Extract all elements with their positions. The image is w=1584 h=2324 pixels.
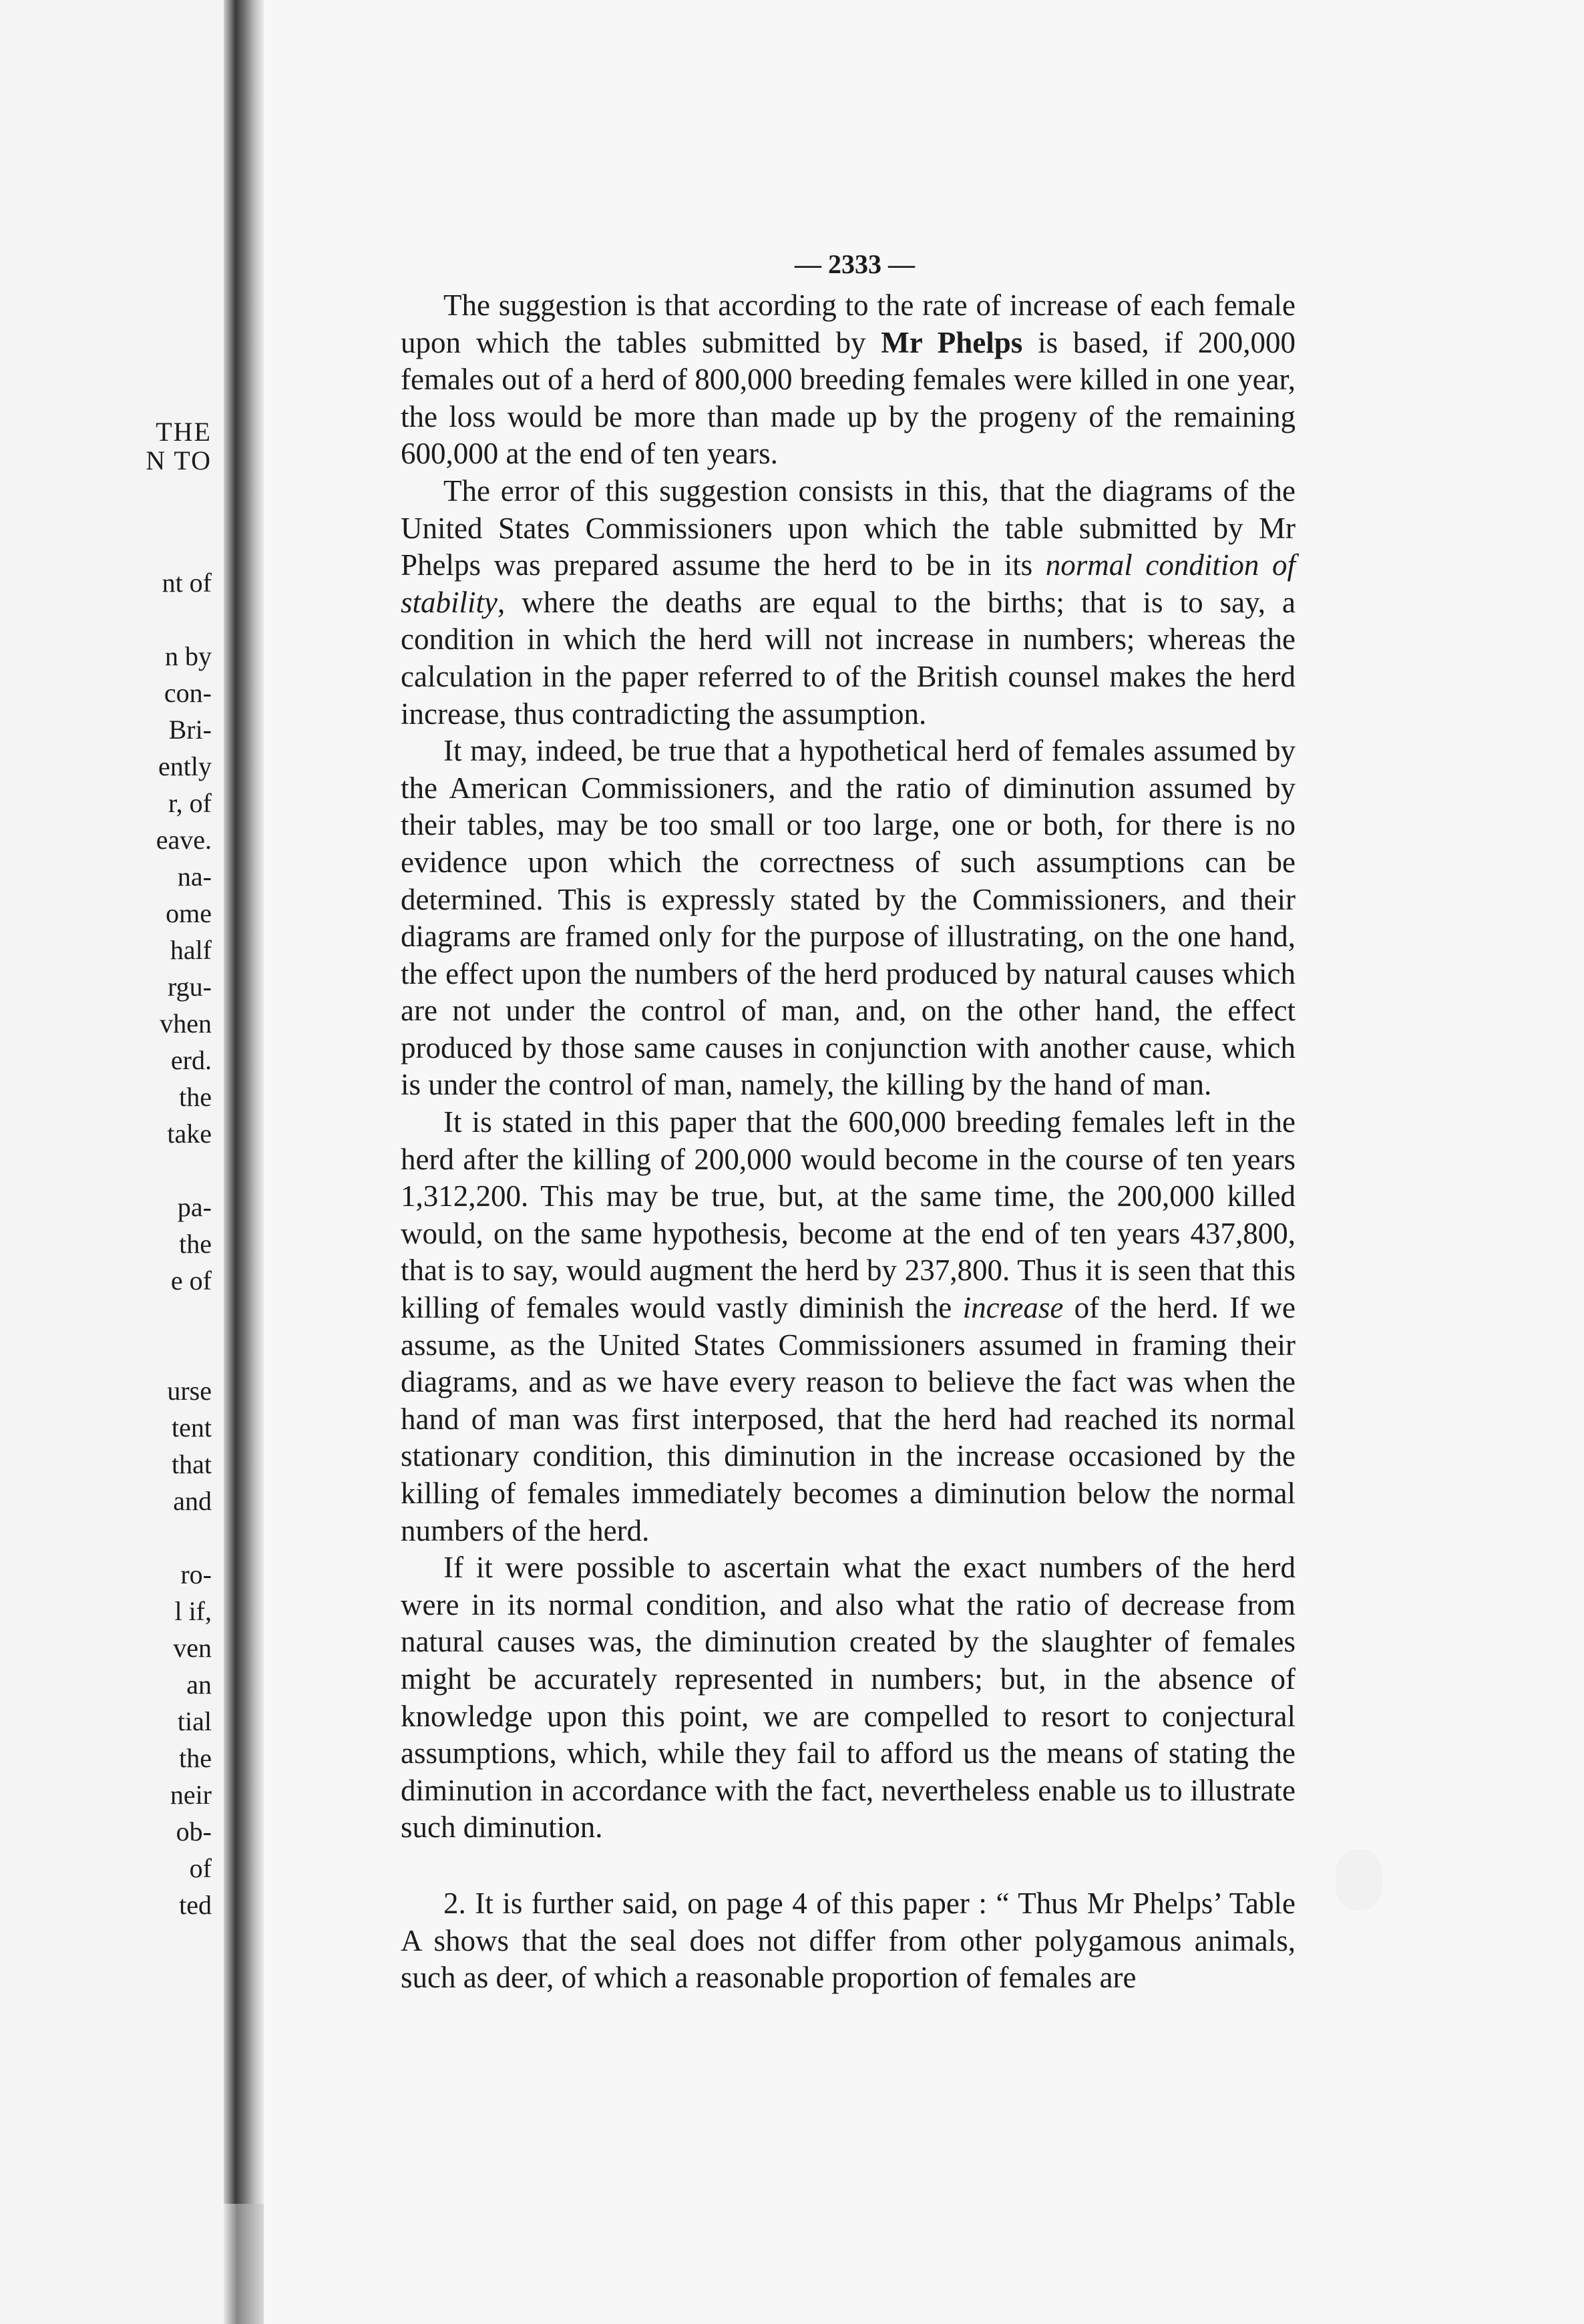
paragraph-1 (401, 287, 1296, 473)
left-margin-line: r, of (168, 788, 212, 818)
paragraph-4-text-c: of the herd. If we assume, as the United States Commissioners assumed in framing their diagrams, and as we have every reason to believe the fact was when the hand of man was first interposed, that the herd had reached its normal stationary condition, this diminution in the increase occasioned by the killing of females immediately becomes a diminution below the normal numbers of the herd. (401, 1291, 1296, 1547)
book-gutter-shadow-bottom (224, 2204, 264, 2324)
paragraph-1-bold-name: Mr Phelps (881, 325, 1023, 359)
left-margin-line: the (179, 1743, 212, 1773)
left-margin-line: the (179, 1082, 212, 1112)
page-edge-blemish (1336, 1850, 1382, 1910)
left-margin-line: Bri- (168, 715, 212, 745)
book-gutter-shadow (224, 0, 264, 2324)
left-margin-line: vhen (160, 1008, 212, 1038)
left-margin-line: ome (166, 898, 212, 928)
left-margin-line: neir (170, 1780, 212, 1810)
left-margin-line: that (172, 1449, 212, 1479)
left-margin-line: e of (170, 1266, 212, 1296)
paragraph-2-italic-phrase: normal condition of stability (401, 548, 1296, 619)
left-margin-line: tial (177, 1706, 212, 1736)
left-margin-line: con- (164, 678, 212, 708)
left-margin-line: erd. (170, 1045, 212, 1075)
paragraph-4-text-a: It is stated in this paper that the 600,000 breeding females left in the herd after the killing of 200,000 would become in the course of ten years 1,312,200. This may be true, but, at the same time, the 200,000 killed would, on the same hypothesis, become at the end of ten years 437,800, that is to say, would augment the herd by 237,800. Thus it is seen that this killing of females would vastly diminish the (401, 1105, 1296, 1325)
left-margin-line: an (186, 1670, 212, 1700)
left-margin-line: take (167, 1119, 212, 1149)
left-facing-page (0, 0, 224, 2324)
left-margin-line: tent (172, 1412, 212, 1442)
paragraph-6: 2. It is further said, on page 4 of this paper : “ Thus Mr Phelps’ Table A shows that the seal does not differ from other polygamous animals, such as deer, of which a reasonable proportion of females are (401, 1886, 1296, 1995)
left-margin-line: of (189, 1853, 212, 1883)
left-margin-line: n by (165, 641, 212, 671)
paragraph-1-text-a: The suggestion is that according to the rate of increase of each female upon which the tables submitted by (401, 288, 1296, 359)
paragraph-2-text-c: , where the deaths are equal to the births; that is to say, a condition in which the herd will not increase in numbers; whereas the calculation in the paper referred to of the British counsel makes the herd increase, thus contradicting the assumption. (401, 585, 1296, 731)
paragraph-4 (401, 1104, 1296, 1549)
paragraph-4-italic-word: increase (962, 1291, 1064, 1325)
left-margin-line: THE (156, 417, 212, 447)
paragraph-3: It may, indeed, be true that a hypothetical herd of females assumed by the American Commissioners, and the ratio of diminution assumed by their tables, may be too small or too large, one or both, for there is no evidence upon which the correctness of such assumptions can be determined. This is expressly stated by the Commissioners, and their diagrams are framed only for the purpose of illustrating, on the one hand, the effect upon the numbers of the herd produced by natural causes which are not under the control of man, and, on the other hand, the effect produced by those same causes in conjunction with another cause, which is under the control of man, namely, the killing by the hand of man. (401, 734, 1296, 1102)
left-margin-line: the (179, 1229, 212, 1259)
left-margin-line: ven (173, 1633, 212, 1663)
left-margin-line: urse (167, 1376, 212, 1406)
left-margin-line: half (170, 935, 212, 965)
left-margin-line: and (173, 1486, 212, 1516)
left-margin-line: pa- (177, 1192, 212, 1222)
left-margin-line: eave. (156, 825, 212, 855)
left-margin-line: nt of (162, 568, 212, 598)
page-number: — 2333 — (795, 249, 915, 279)
left-margin-line: ob- (176, 1816, 212, 1847)
body-text (401, 287, 1296, 1997)
left-margin-line: ted (179, 1890, 212, 1920)
left-margin-line: N TO (146, 445, 212, 475)
paragraph-2 (401, 473, 1296, 733)
left-margin-line: l if, (174, 1596, 212, 1626)
left-margin-line: rgu- (168, 972, 212, 1002)
paragraph-5: If it were possible to ascertain what the exact numbers of the herd were in its normal condition, and also what the ratio of decrease from natural causes was, the diminution created by the slaughter of females might be accurately represented in numbers; but, in the absence of knowledge upon this point, we are compelled to resort to conjectural assumptions, which, while they fail to afford us the means of stating the diminution in accordance with the fact, nevertheless enable us to illustrate such diminution. (401, 1551, 1296, 1845)
left-margin-line: ently (158, 751, 212, 781)
left-margin-line: na- (177, 861, 212, 892)
paragraph-1-text-c: is based, if 200,000 females out of a herd of 800,000 breeding females were killed in one year, the loss would be more than made up by the progeny of the remaining 600,000 at the end of ten years. (401, 325, 1296, 471)
left-margin-line: ro- (180, 1559, 212, 1589)
paragraph-2-text-a: The error of this suggestion consists in this, that the diagrams of the United States Commissioners upon which the table submitted by Mr Phelps was prepared assume the herd to be in its (401, 473, 1296, 582)
